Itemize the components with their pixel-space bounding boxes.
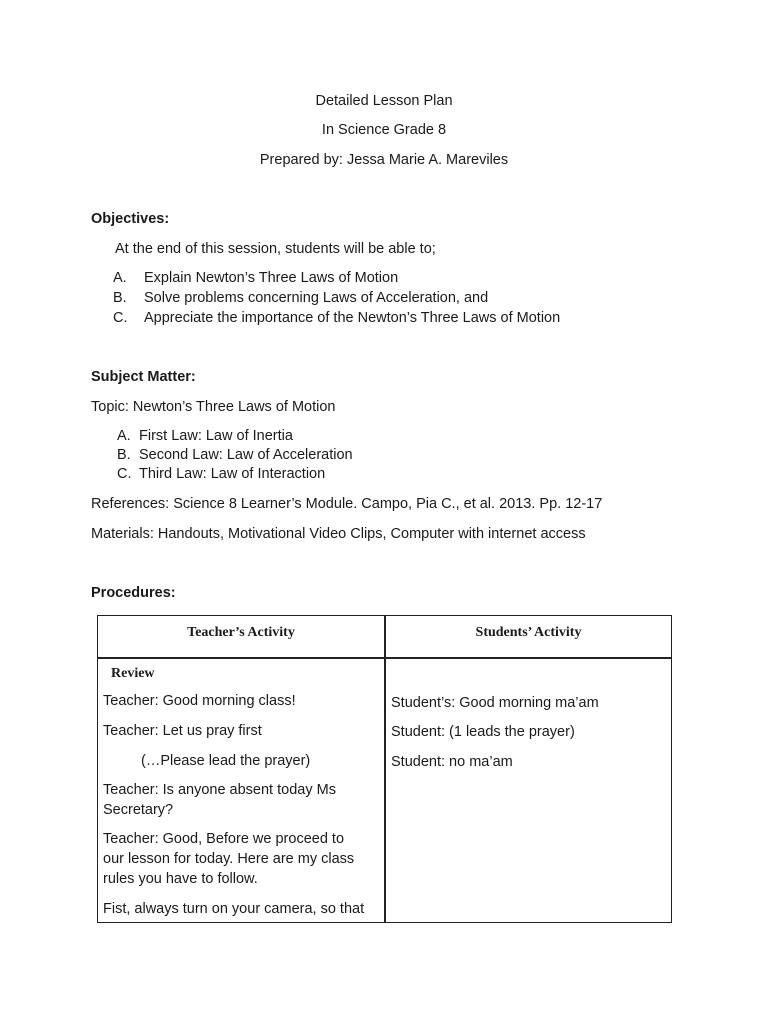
list-item-letter: C. bbox=[113, 310, 128, 326]
references: References: Science 8 Learner’s Module. Campo, Pia C., et al. 2013. Pp. 12-17 bbox=[91, 496, 603, 512]
section-review: Review bbox=[111, 666, 155, 681]
list-item: Solve problems concerning Laws of Acceleration, and bbox=[144, 290, 489, 306]
list-item-letter: A. bbox=[117, 428, 131, 444]
teacher-line: Secretary? bbox=[103, 802, 174, 818]
materials: Materials: Handouts, Motivational Video Clips, Computer with internet access bbox=[91, 526, 586, 542]
list-item-letter: B. bbox=[117, 447, 131, 463]
header-divider bbox=[98, 657, 671, 659]
list-item: Appreciate the importance of the Newton’s Three Laws of Motion bbox=[144, 310, 561, 326]
students-activity-header: Students’ Activity bbox=[475, 625, 582, 640]
student-line: Student: (1 leads the prayer) bbox=[391, 724, 575, 740]
objectives-intro: At the end of this session, students will be able to; bbox=[115, 241, 436, 257]
objectives-heading: Objectives: bbox=[91, 211, 170, 227]
teacher-line: Teacher: Is anyone absent today Ms bbox=[103, 782, 336, 798]
teacher-line: (…Please lead the prayer) bbox=[141, 753, 311, 769]
teacher-activity-header: Teacher’s Activity bbox=[187, 625, 295, 640]
teacher-line: Teacher: Good, Before we proceed to bbox=[103, 831, 345, 847]
procedures-heading: Procedures: bbox=[91, 585, 176, 601]
teacher-line: Teacher: Let us pray first bbox=[103, 723, 262, 739]
teacher-line: Teacher: Good morning class! bbox=[103, 693, 296, 709]
procedures-table bbox=[97, 615, 672, 923]
list-item-letter: B. bbox=[113, 290, 127, 306]
teacher-line: Fist, always turn on your camera, so that bbox=[103, 901, 365, 917]
list-item-letter: C. bbox=[117, 466, 132, 482]
teacher-line: rules you have to follow. bbox=[103, 871, 258, 887]
topic: Topic: Newton’s Three Laws of Motion bbox=[91, 399, 336, 415]
teacher-line: our lesson for today. Here are my class bbox=[103, 851, 355, 867]
document-title: Detailed Lesson Plan bbox=[315, 93, 453, 109]
list-item: Third Law: Law of Interaction bbox=[139, 466, 326, 482]
list-item: Explain Newton’s Three Laws of Motion bbox=[144, 270, 399, 286]
column-divider bbox=[384, 616, 386, 922]
list-item-letter: A. bbox=[113, 270, 127, 286]
student-line: Student: no ma’am bbox=[391, 754, 513, 770]
student-line: Student’s: Good morning ma’am bbox=[391, 695, 599, 711]
subject-matter-heading: Subject Matter: bbox=[91, 369, 196, 385]
list-item: First Law: Law of Inertia bbox=[139, 428, 293, 444]
list-item: Second Law: Law of Acceleration bbox=[139, 447, 353, 463]
prepared-by: Prepared by: Jessa Marie A. Mareviles bbox=[259, 152, 509, 168]
document-subtitle: In Science Grade 8 bbox=[321, 122, 447, 138]
